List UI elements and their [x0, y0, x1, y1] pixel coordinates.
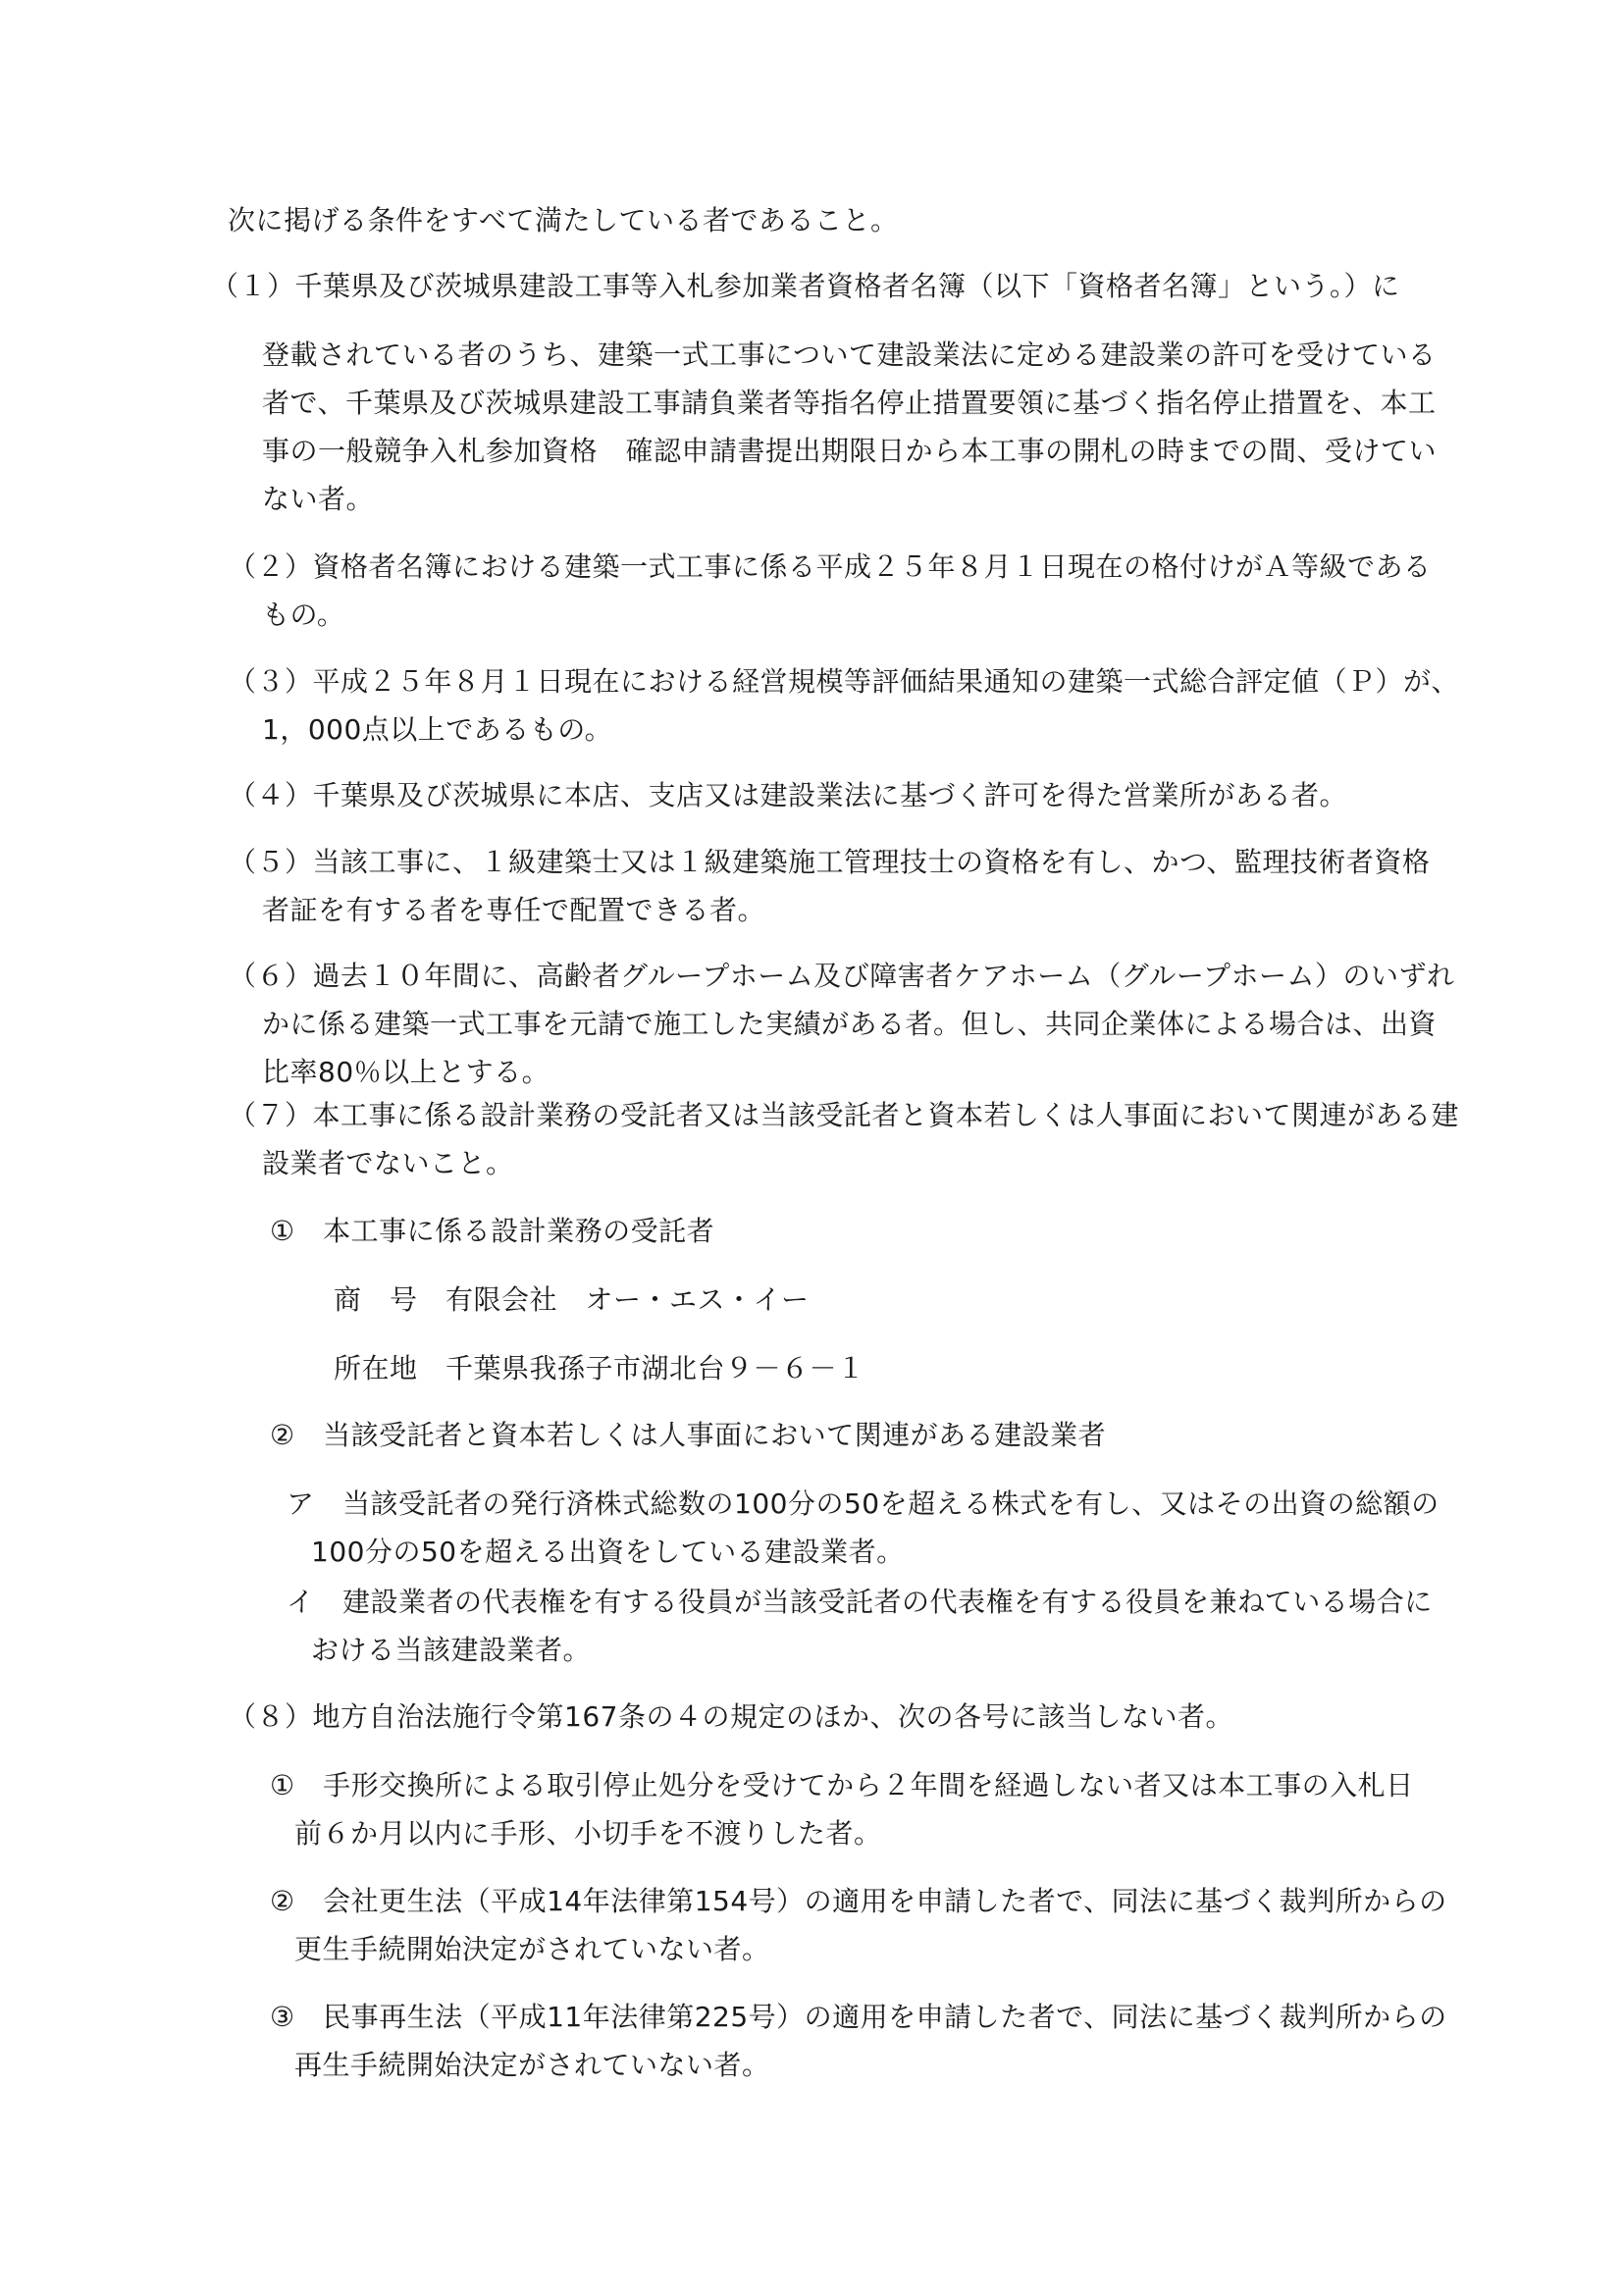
condition-6-line-2: かに係る建築一式工事を元請で施工した実績がある者。但し、共同企業体による場合は、出資: [262, 1008, 1438, 1040]
condition-5-line-1: （５）当該工事に、１級建築士又は１級建築施工管理技士の資格を有し、かつ、監理技術者資格: [229, 846, 1431, 878]
condition-2-line-1: （２）資格者名簿における建築一式工事に係る平成２５年８月１日現在の格付けがＡ等級である: [229, 550, 1432, 583]
condition-1-line-4: 事の一般競争入札参加資格 確認申請書提出期限日から本工事の開札の時までの間、受けてい: [262, 435, 1438, 467]
condition-7-item-i-line-2: おける当該建設業者。: [311, 1634, 592, 1666]
condition-8-item-1-line-1: ① 手形交換所による取引停止処分を受けてから２年間を経過しない者又は本工事の入札日: [270, 1769, 1414, 1801]
condition-6-line-1: （６）過去１０年間に、高齢者グループホーム及び障害者ケアホーム（グループホーム）のいずれ: [229, 960, 1455, 992]
condition-4-line-1: （４）千葉県及び茨城県に本店、支店又は建設業法に基づく許可を得た営業所がある者。: [229, 779, 1348, 811]
condition-1-line-1: （１）千葉県及び茨城県建設工事等入札参加業者資格者名簿（以下「資格者名簿」という。）に: [211, 270, 1400, 302]
condition-8-item-2-line-1: ② 会社更生法（平成14年法律第154号）の適用を申請した者で、同法に基づく裁判所からの: [270, 1885, 1447, 1917]
condition-3-line-2: 1，000点以上であるもの。: [262, 713, 613, 746]
condition-8-line-1: （８）地方自治法施行令第167条の４の規定のほか、次の各号に該当しない者。: [229, 1700, 1233, 1733]
condition-7-line-1: （７）本工事に係る設計業務の受託者又は当該受託者と資本若しくは人事面において関連がある建: [229, 1099, 1460, 1131]
intro-text: 次に掲げる条件をすべて満たしている者であること。: [228, 204, 899, 236]
condition-1-line-5: ない者。: [262, 483, 375, 515]
condition-8-item-1-line-2: 前６か月以内に手形、小切手を不渡りした者。: [294, 1817, 882, 1850]
condition-8-item-3-line-1: ③ 民事再生法（平成11年法律第225号）の適用を申請した者で、同法に基づく裁判所からの: [270, 2001, 1447, 2033]
condition-1-line-3: 者で、千葉県及び茨城県建設工事請負業者等指名停止措置要領に基づく指名停止措置を、本工: [262, 387, 1437, 419]
condition-1-line-2: 登載されている者のうち、建築一式工事について建設業法に定める建設業の許可を受けている: [262, 339, 1437, 371]
condition-8-item-3-line-2: 再生手続開始決定がされていない者。: [294, 2049, 770, 2081]
condition-8-item-2-line-2: 更生手続開始決定がされていない者。: [294, 1933, 770, 1965]
condition-3-line-1: （３）平成２５年８月１日現在における経営規模等評価結果通知の建築一式総合評定値（Ｐ）が、: [229, 665, 1460, 698]
condition-7-line-2: 設業者でないこと。: [262, 1147, 514, 1179]
condition-6-line-3: 比率80％以上とする。: [262, 1056, 550, 1088]
condition-2-line-2: もの。: [262, 599, 345, 631]
condition-7-item-a-line-1: ア 当該受託者の発行済株式総数の100分の50を超える株式を有し、又はその出資の総額の: [287, 1487, 1440, 1520]
condition-7-item-i-line-1: イ 建設業者の代表権を有する役員が当該受託者の代表権を有する役員を兼ねている場合に: [287, 1586, 1433, 1618]
condition-7-sub-1: ① 本工事に係る設計業務の受託者: [270, 1215, 715, 1247]
condition-7-trade-name: 商 号 有限会社 オー・エス・イー: [334, 1283, 810, 1316]
condition-7-address: 所在地 千葉県我孫子市湖北台９－６－１: [334, 1352, 865, 1384]
condition-7-sub-2: ② 当該受託者と資本若しくは人事面において関連がある建設業者: [270, 1419, 1107, 1451]
condition-7-item-a-line-2: 100分の50を超える出資をしている建設業者。: [311, 1536, 905, 1568]
condition-5-line-2: 者証を有する者を専任で配置できる者。: [262, 894, 766, 926]
